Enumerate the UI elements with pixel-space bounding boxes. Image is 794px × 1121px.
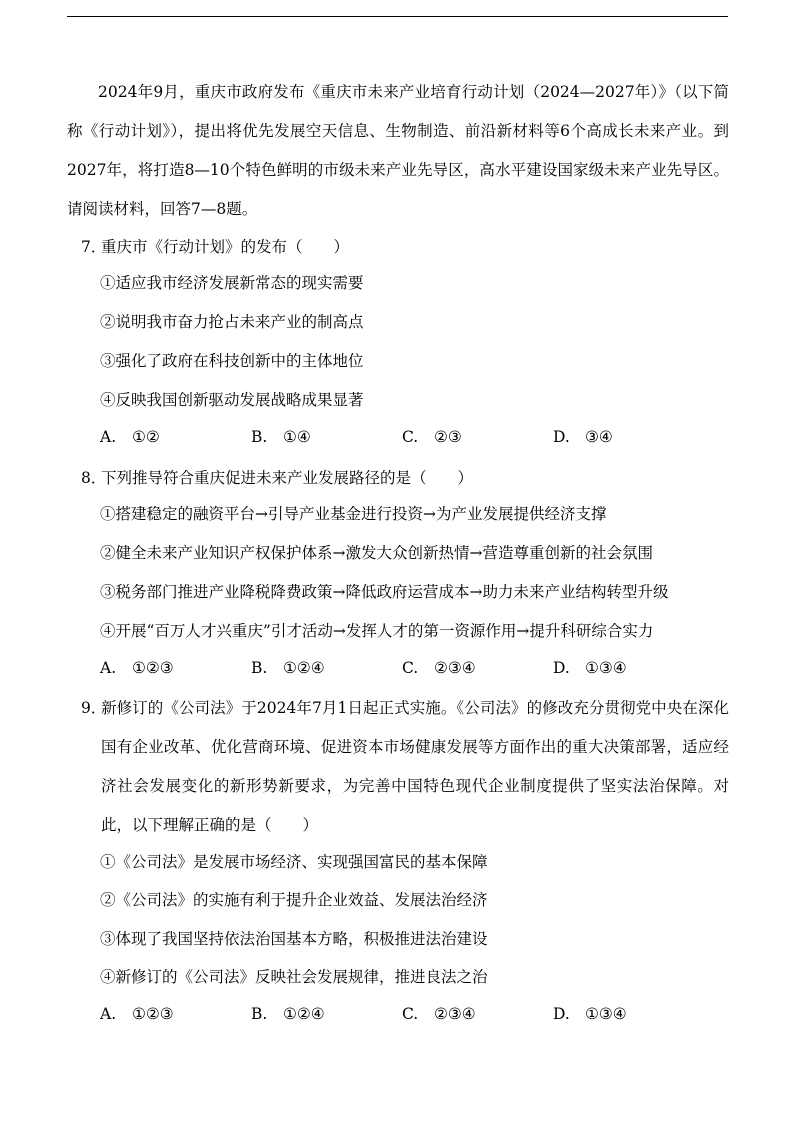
choice-d[interactable] — [553, 657, 627, 679]
choice-value: ②③④ — [434, 659, 476, 677]
question-number: 8． — [81, 469, 107, 487]
choice-a[interactable] — [100, 1003, 174, 1025]
choice-c[interactable] — [402, 657, 476, 679]
choice-value: ①②④ — [283, 1005, 325, 1023]
choice-value: ①②④ — [283, 659, 325, 677]
choice-value: ②③ — [434, 428, 462, 446]
choice-letter: C. — [402, 659, 419, 677]
choice-letter: A. — [100, 659, 117, 677]
choice-letter: D. — [553, 659, 570, 677]
question-number: 9． — [81, 699, 107, 717]
choice-a[interactable] — [100, 657, 174, 679]
choice-value: ①③④ — [585, 1005, 627, 1023]
choice-value: ①② — [132, 428, 160, 446]
choice-c[interactable] — [402, 426, 462, 448]
question-text: 下列推导符合重庆促进未来产业发展路径的是（ ） — [101, 469, 474, 487]
q7-statement-3: ③强化了政府在科技创新中的主体地位 — [100, 352, 364, 370]
choice-c[interactable] — [402, 1003, 476, 1025]
q8-statement-3: ③税务部门推进产业降税降费政策→降低政府运营成本→助力未来产业结构转型升级 — [100, 583, 669, 601]
choice-d[interactable] — [553, 1003, 627, 1025]
q9-statement-3: ③体现了我国坚持依法治国基本方略，积极推进法治建设 — [100, 930, 488, 948]
choice-letter: D. — [553, 428, 570, 446]
q8-statement-1: ①搭建稳定的融资平台→引导产业基金进行投资→为产业发展提供经济支撑 — [100, 505, 607, 523]
q7-statement-2: ②说明我市奋力抢占未来产业的制高点 — [100, 313, 364, 331]
choice-value: ③④ — [585, 428, 613, 446]
header-rule — [67, 16, 728, 17]
choice-letter: A. — [100, 1005, 117, 1023]
choice-letter: D. — [553, 1005, 570, 1023]
q7-statement-1: ①适应我市经济发展新常态的现实需要 — [100, 274, 364, 292]
choice-value: ①②③ — [132, 659, 174, 677]
question-9-stem — [81, 689, 729, 845]
choice-b[interactable] — [251, 426, 311, 448]
choice-letter: B. — [251, 1005, 268, 1023]
q9-statement-4: ④新修订的《公司法》反映社会发展规律，推进良法之治 — [100, 968, 488, 986]
choice-value: ①④ — [283, 428, 311, 446]
q9-statement-2: ②《公司法》的实施有利于提升企业效益、发展法治经济 — [100, 891, 488, 909]
intro-paragraph: 2024年9月，重庆市政府发布《重庆市未来产业培育行动计划（2024—2027年）》（以下简称《行动计划》），提出将优先发展空天信息、生物制造、前沿新材料等6个高成长未来产业。到2027年，将打造8—10个特色鲜明的市级未来产业先导区，高水平建设国家级未来产业先导区。请阅读材料，回答7—8题。 — [67, 83, 729, 218]
choice-value: ①②③ — [132, 1005, 174, 1023]
q8-statement-2: ②健全未来产业知识产权保护体系→激发大众创新热情→营造尊重创新的社会氛围 — [100, 544, 653, 562]
choice-value: ①③④ — [585, 659, 627, 677]
choice-letter: C. — [402, 428, 419, 446]
q9-choices — [100, 1003, 660, 1025]
q8-statement-4: ④开展“百万人才兴重庆”引才活动→发挥人才的第一资源作用→提升科研综合实力 — [100, 622, 654, 640]
choice-letter: B. — [251, 659, 268, 677]
choice-letter: C. — [402, 1005, 419, 1023]
q7-choices — [100, 426, 660, 448]
question-text: 重庆市《行动计划》的发布（ ） — [101, 238, 350, 256]
q7-statement-4: ④反映我国创新驱动发展战略成果显著 — [100, 391, 364, 409]
choice-value: ②③④ — [434, 1005, 476, 1023]
question-number: 7． — [81, 238, 107, 256]
question-text: 新修订的《公司法》于2024年7月1日起正式实施。《公司法》的修改充分贯彻党中央在深化国有企业改革、优化营商环境、促进资本市场健康发展等方面作出的重大决策部署，适应经济社会发展变化的新形势新要求，为完善中国特色现代企业制度提供了坚实法治保障。对此，以下理解正确的是（ ） — [101, 699, 729, 834]
choice-b[interactable] — [251, 657, 325, 679]
question-8-stem — [81, 459, 729, 498]
question-7-stem — [81, 228, 729, 267]
choice-a[interactable] — [100, 426, 160, 448]
q8-choices — [100, 657, 660, 679]
choice-letter: A. — [100, 428, 117, 446]
choice-d[interactable] — [553, 426, 613, 448]
choice-letter: B. — [251, 428, 268, 446]
choice-b[interactable] — [251, 1003, 325, 1025]
q9-statement-1: ①《公司法》是发展市场经济、实现强国富民的基本保障 — [100, 853, 488, 871]
